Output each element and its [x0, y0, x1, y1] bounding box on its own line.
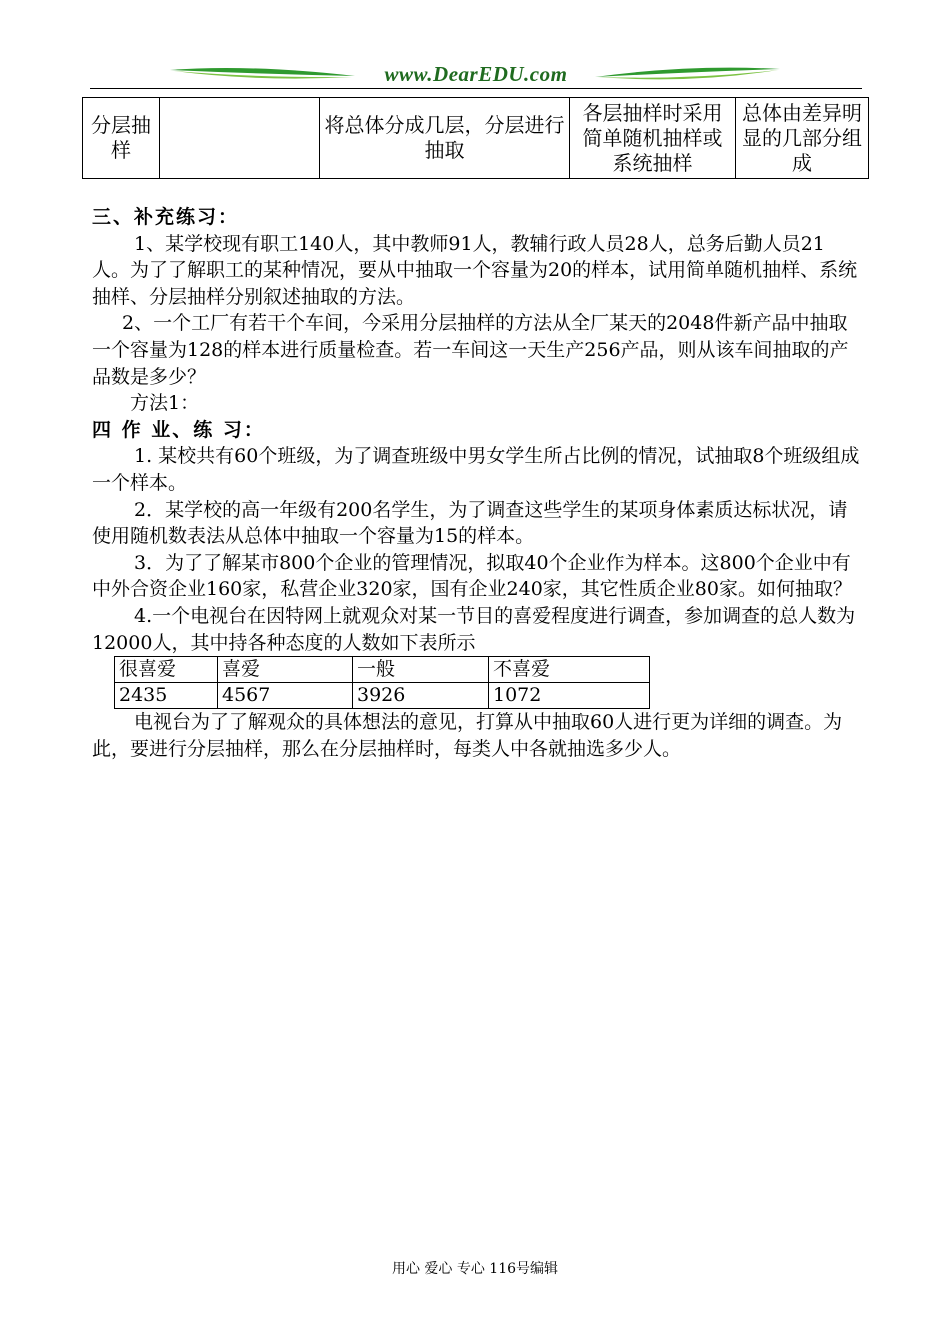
connection-cell: 各层抽样时采用简单随机抽样或系统抽样	[570, 98, 736, 179]
value-cell: 4567	[218, 683, 353, 709]
value-cell: 1072	[489, 683, 650, 709]
applicable-cell: 总体由差异明显的几部分组成	[736, 98, 869, 179]
section4-heading: 四 作 业、练 习：	[92, 418, 265, 441]
table-row	[83, 98, 869, 179]
blank-cell	[160, 98, 320, 179]
exercise-1: 1、某学校现有职工140人，其中教师91人，教辅行政人员28人，总务后勤人员21人。为了了解职工的某种情况，要从中抽取一个容量为20的样本，试用简单随机抽样、系统抽样、分层抽样分别叙述抽取的方法。	[92, 232, 858, 308]
description-cell: 将总体分成几层，分层进行抽取	[320, 98, 570, 179]
value-cell: 3926	[353, 683, 489, 709]
exercise-2: 2、一个工厂有若干个车间，今采用分层抽样的方法从全厂某天的2048件新产品中抽取一个容量为128的样本进行质量检查。若一车间这一天生产256产品，则从该车间抽取的产品数是多少？	[92, 312, 849, 388]
homework-4: 4.一个电视台在因特网上就观众对某一节目的喜爱程度进行调查，参加调查的总人数为12000人，其中持各种态度的人数如下表所示	[92, 604, 856, 654]
header-cell: 喜爱	[218, 657, 353, 683]
sampling-summary-table	[82, 97, 869, 179]
header-cell: 很喜爱	[115, 657, 218, 683]
method-label: 方法1：	[130, 392, 200, 415]
homework-2: 2．某学校的高一年级有200名学生，为了调查这些学生的某项身体素质达标状况，请使用随机数表法从总体中抽取一个容量为15的样本。	[92, 498, 848, 548]
method-cell: 分层抽样	[83, 98, 160, 179]
page-footer: 用心 爱心 专心 116号编辑	[391, 1261, 559, 1277]
table-row	[115, 657, 650, 683]
homework-3: 3．为了了解某市800个企业的管理情况，拟取40个企业作为样本。这800个企业中有中外合资企业160家，私营企业320家，国有企业240家，其它性质企业80家。如何抽取？	[92, 551, 852, 601]
homework-4-continuation: 电视台为了了解观众的具体想法的意见，打算从中抽取60人进行更为详细的调查。为此，要进行分层抽样，那么在分层抽样时，每类人中各就抽选多少人。	[92, 711, 843, 760]
homework-1: 1. 某校共有60个班级，为了调查班级中男女学生所占比例的情况，试抽取8个班级组成一个样本。	[92, 445, 860, 494]
section3-heading: 三、补充练习：	[92, 206, 240, 228]
value-cell: 2435	[115, 683, 218, 709]
header-cell: 不喜爱	[489, 657, 650, 683]
header-rule	[90, 88, 862, 89]
site-brand: www.DearEDU.com	[384, 62, 568, 86]
table-row	[115, 683, 650, 709]
document-body	[92, 204, 862, 762]
header-cell: 一般	[353, 657, 489, 683]
attitude-table	[114, 656, 650, 709]
